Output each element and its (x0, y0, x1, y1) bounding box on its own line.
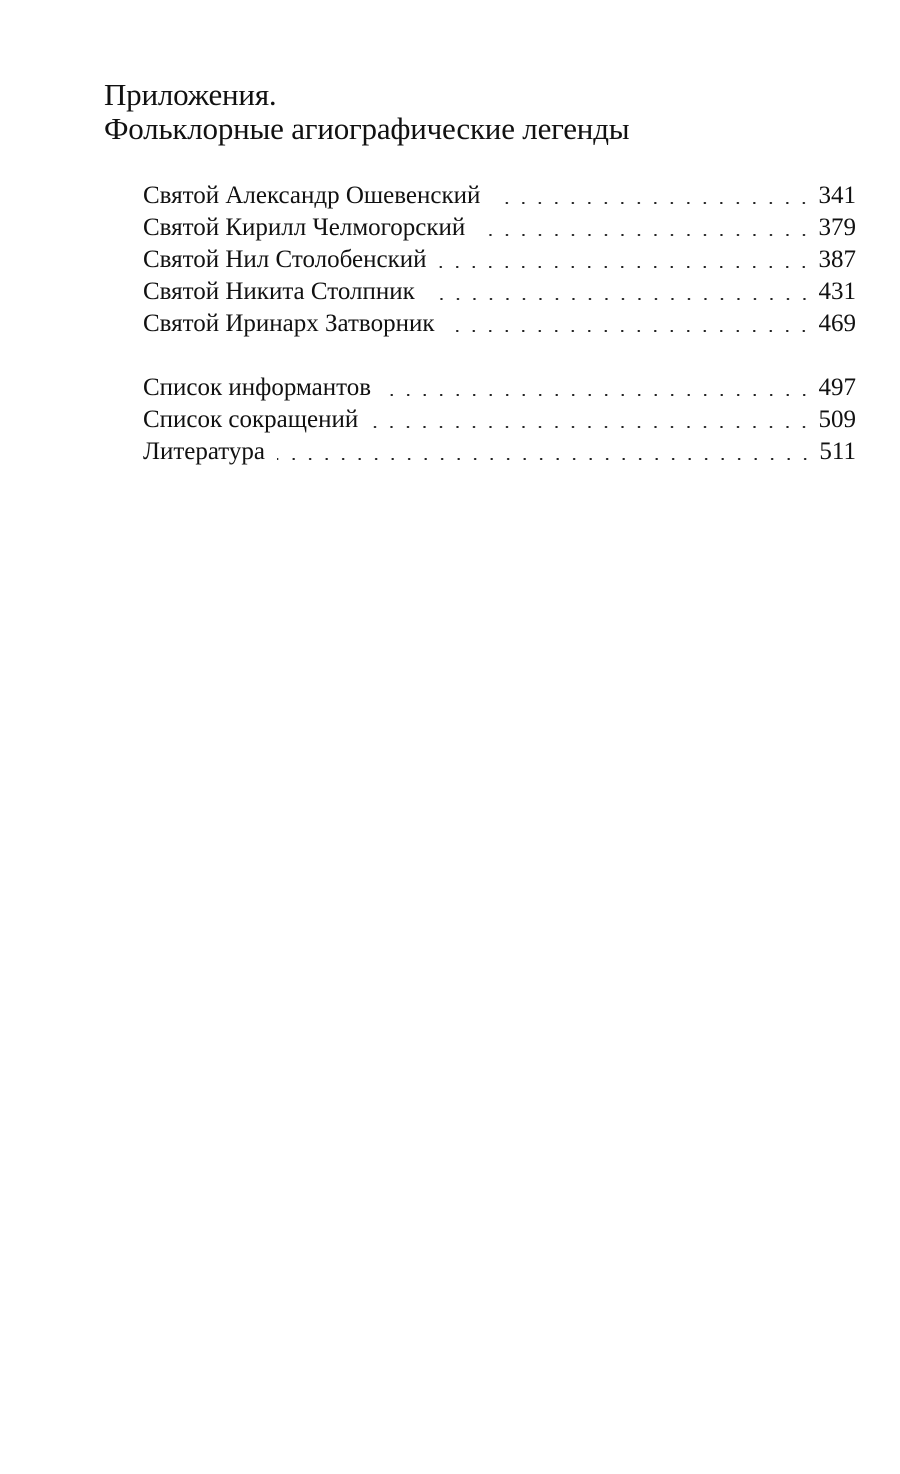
toc-entry-title: Список информантов (143, 374, 372, 401)
toc-entry-title: Святой Александр Ошевенский (143, 182, 481, 209)
toc-entry (143, 404, 856, 436)
toc-entry (143, 372, 856, 404)
toc-entry (143, 276, 856, 308)
dot-leader (438, 266, 812, 268)
dot-leader (277, 458, 813, 460)
dot-leader (383, 394, 812, 396)
section-heading-line-1: Приложения. (104, 77, 277, 112)
toc-entry-title: Святой Кирилл Челмогорский (143, 214, 466, 241)
toc-entry (143, 212, 856, 244)
appendix-toc-list (143, 180, 856, 340)
toc-entry-title: Святой Никита Столпник (143, 278, 415, 305)
toc-entry (143, 308, 856, 340)
toc-entry-title: Список сокращений (143, 406, 359, 433)
dot-leader (370, 426, 812, 428)
toc-entry (143, 244, 856, 276)
toc-entry-page: 379 (818, 214, 856, 241)
toc-entry-title: Литература (143, 438, 265, 465)
dot-leader (427, 298, 813, 300)
toc-entry-page: 497 (818, 374, 856, 401)
section-heading (104, 78, 629, 146)
dot-leader (492, 202, 812, 204)
toc-entry-title: Святой Нил Столобенский (143, 246, 427, 273)
toc-entry-page: 431 (818, 278, 856, 305)
dot-leader (446, 330, 812, 332)
toc-entry-page: 511 (819, 438, 856, 465)
section-heading-line-2: Фольклорные агиографические легенды (104, 111, 630, 146)
toc-entry-page: 509 (818, 406, 856, 433)
toc-entry-page: 341 (818, 182, 856, 209)
toc-entry-title: Святой Иринарх Затворник (143, 310, 435, 337)
toc-entry (143, 180, 856, 212)
dot-leader (477, 234, 812, 236)
toc-entry-page: 469 (818, 310, 856, 337)
back-matter-toc-list (143, 372, 856, 468)
toc-entry-page: 387 (818, 246, 856, 273)
toc-entry (143, 436, 856, 468)
